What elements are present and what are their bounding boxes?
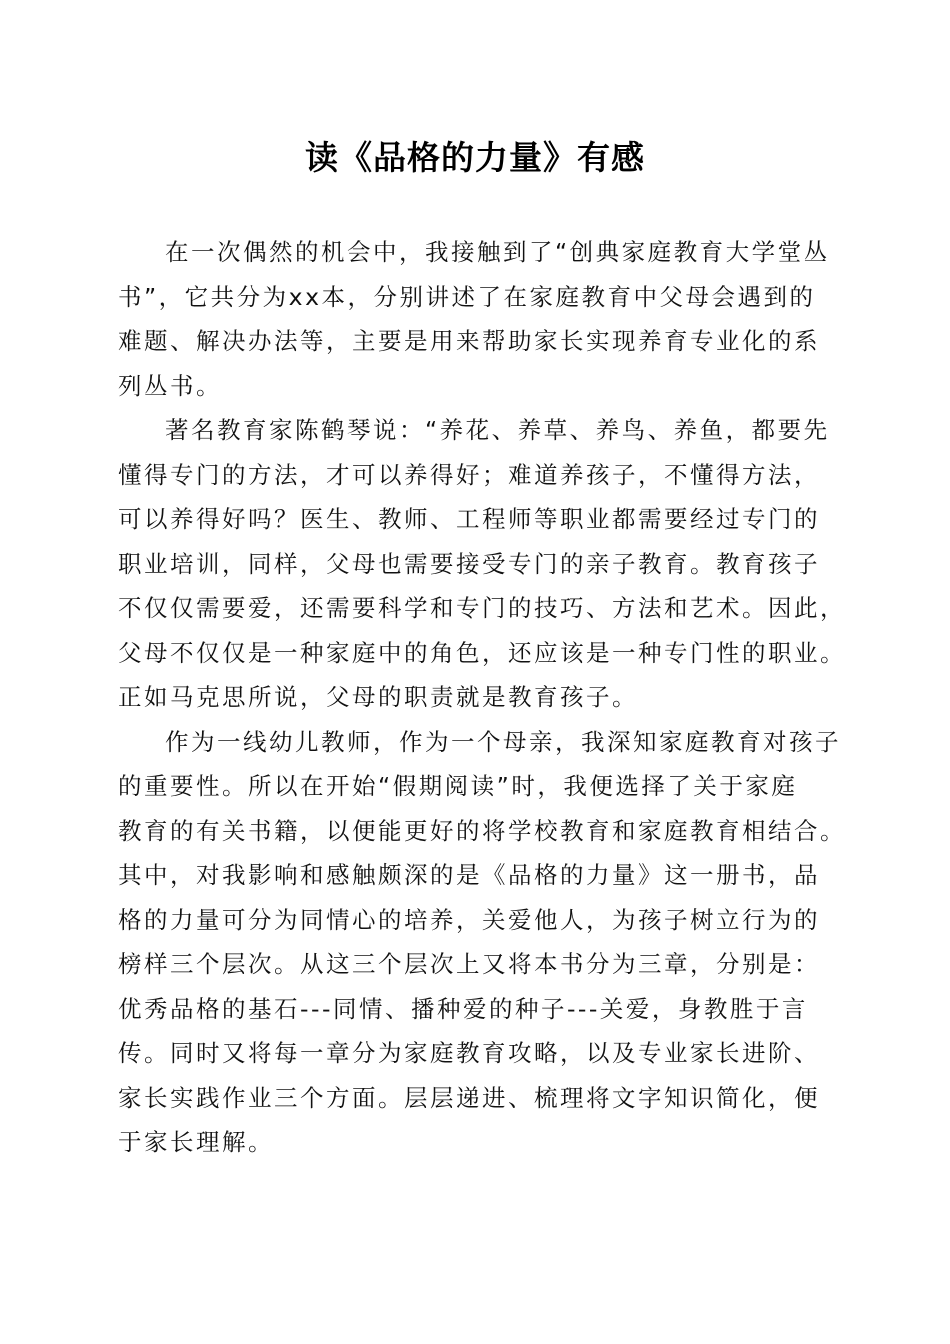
paragraph-3-line-9: 家长实践作业三个方面。层层递进、梳理将文字知识简化，便 [118,1083,820,1112]
paragraph-2-line-4: 职业培训，同样，父母也需要接受专门的亲子教育。教育孩子 [118,549,820,578]
paragraph-2-line-1: 著名教育家陈鹤琴说：“养花、养草、养鸟、养鱼，都要先 [165,416,830,444]
paragraph-3-line-10: 于家长理解。 [118,1128,274,1156]
paragraph-1-line-2: 书”，它共分为xx本，分别讲述了在家庭教育中父母会遇到的 [118,282,816,311]
paragraph-3-line-4: 其中，对我影响和感触颇深的是《品格的力量》这一册书，品 [118,861,820,889]
document-body [118,230,848,1165]
paragraph-1-line-4: 列丛书。 [118,371,222,400]
paragraph-3-line-3: 教育的有关书籍，以便能更好的将学校教育和家庭教育相结合。 [118,816,846,845]
page-title: 读《品格的力量》有感 [305,138,645,177]
paragraph-3-line-8: 传。同时又将每一章分为家庭教育攻略，以及专业家长进阶、 [118,1039,820,1067]
paragraph-3-line-2: 的重要性。所以在开始“假期阅读”时，我便选择了关于家庭 [118,772,798,800]
paragraph-2-line-3: 可以养得好吗？医生、教师、工程师等职业都需要经过专门的 [118,505,820,533]
paragraph-3-line-7: 优秀品格的基石---同情、播种爱的种子---关爱，身教胜于言 [118,994,808,1023]
paragraph-2-line-6: 父母不仅仅是一种家庭中的角色，还应该是一种专门性的职业。 [118,638,846,667]
paragraph-3-line-5: 格的力量可分为同情心的培养，关爱他人，为孩子树立行为的 [118,905,820,934]
paragraph-2-line-5: 不仅仅需要爱，还需要科学和专门的技巧、方法和艺术。因此， [118,594,846,622]
paragraph-3-line-6: 榜样三个层次。从这三个层次上又将本书分为三章，分别是： [118,950,820,978]
paragraph-2-line-2: 懂得专门的方法，才可以养得好；难道养孩子，不懂得方法， [118,460,820,489]
paragraph-3-line-1: 作为一线幼儿教师，作为一个母亲，我深知家庭教育对孩子 [165,727,841,756]
paragraph-2-line-7: 正如马克思所说，父母的职责就是教育孩子。 [118,683,638,711]
paragraph-1-line-3: 难题、解决办法等，主要是用来帮助家长实现养育专业化的系 [118,327,820,355]
paragraph-1-line-1: 在一次偶然的机会中，我接触到了“创典家庭教育大学堂丛 [165,238,830,266]
